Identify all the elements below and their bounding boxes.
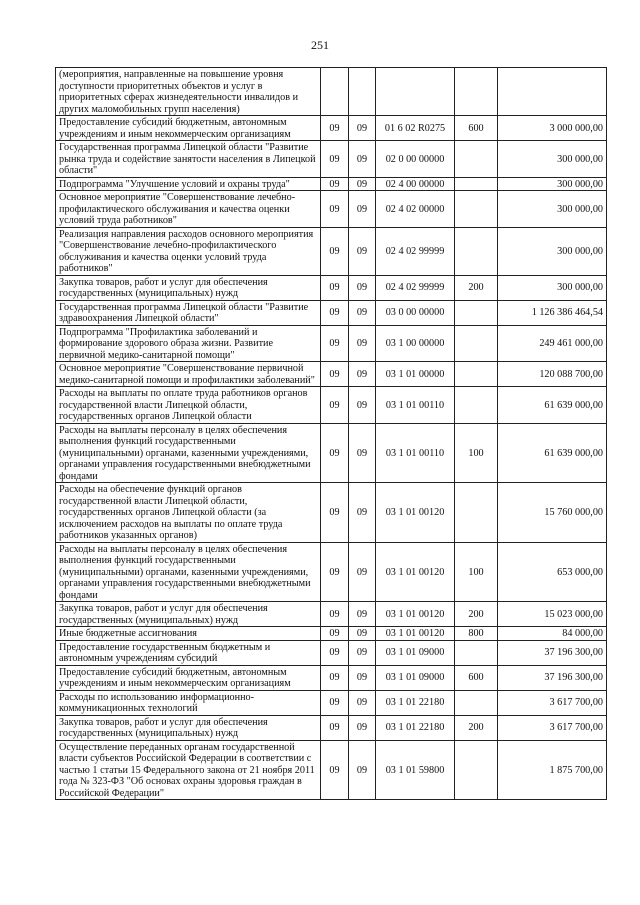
table-row: [56, 740, 607, 800]
row-expense-type-cell: [455, 191, 498, 228]
table-row: [56, 665, 607, 690]
row-amount-cell: 1 126 386 464,54: [498, 300, 607, 325]
row-section-cell: 09: [321, 227, 349, 275]
row-name-cell: Закупка товаров, работ и услуг для обеспечения государственных (муниципальных) нужд: [56, 715, 321, 740]
row-target-article-cell: 02 4 02 99999: [376, 227, 455, 275]
table-row: [56, 191, 607, 228]
row-amount-cell: 15 023 000,00: [498, 602, 607, 627]
row-section-cell: 09: [321, 690, 349, 715]
row-amount-cell: 300 000,00: [498, 141, 607, 178]
row-name-cell: Иные бюджетные ассигнования: [56, 627, 321, 641]
row-expense-type-cell: [455, 740, 498, 800]
row-amount-cell: 3 617 700,00: [498, 690, 607, 715]
row-section-cell: 09: [321, 740, 349, 800]
row-expense-type-cell: 600: [455, 116, 498, 141]
row-name-cell: Государственная программа Липецкой области "Развитие здравоохранения Липецкой области": [56, 300, 321, 325]
row-subsection-cell: 09: [349, 387, 376, 424]
row-name-cell: Расходы на обеспечение функций органов государственной власти Липецкой области, государственных органов Липецкой области (за исключением расходов на выплаты по оплате труда работников указанных органов): [56, 483, 321, 543]
row-subsection-cell: 09: [349, 325, 376, 362]
row-section-cell: 09: [321, 191, 349, 228]
row-amount-cell: 37 196 300,00: [498, 640, 607, 665]
row-expense-type-cell: 200: [455, 602, 498, 627]
row-expense-type-cell: [455, 690, 498, 715]
row-expense-type-cell: [455, 300, 498, 325]
row-amount-cell: 300 000,00: [498, 177, 607, 191]
row-section-cell: 09: [321, 665, 349, 690]
row-subsection-cell: 09: [349, 665, 376, 690]
row-target-article-cell: 03 0 00 00000: [376, 300, 455, 325]
page-number: 251: [311, 38, 329, 52]
row-expense-type-cell: 200: [455, 715, 498, 740]
row-name-cell: Основное мероприятие "Совершенствование лечебно-профилактического обслуживания и качества оценки условий труда работников": [56, 191, 321, 228]
row-name-cell: Государственная программа Липецкой области "Развитие рынка труда и содействие занятости населения в Липецкой области": [56, 141, 321, 178]
row-expense-type-cell: [455, 141, 498, 178]
row-target-article-cell: [376, 68, 455, 116]
row-section-cell: 09: [321, 423, 349, 483]
row-subsection-cell: 09: [349, 177, 376, 191]
row-target-article-cell: 02 0 00 00000: [376, 141, 455, 178]
table-row: [56, 325, 607, 362]
row-name-cell: Закупка товаров, работ и услуг для обеспечения государственных (муниципальных) нужд: [56, 602, 321, 627]
row-subsection-cell: 09: [349, 141, 376, 178]
row-subsection-cell: 09: [349, 116, 376, 141]
row-amount-cell: 61 639 000,00: [498, 423, 607, 483]
row-section-cell: 09: [321, 715, 349, 740]
table-row: [56, 362, 607, 387]
row-subsection-cell: 09: [349, 483, 376, 543]
row-subsection-cell: 09: [349, 740, 376, 800]
row-name-cell: Закупка товаров, работ и услуг для обеспечения государственных (муниципальных) нужд: [56, 275, 321, 300]
row-section-cell: 09: [321, 116, 349, 141]
row-name-cell: Предоставление государственным бюджетным и автономным учреждениям субсидий: [56, 640, 321, 665]
row-section-cell: 09: [321, 483, 349, 543]
table-row: [56, 116, 607, 141]
table-row: [56, 300, 607, 325]
row-amount-cell: 1 875 700,00: [498, 740, 607, 800]
row-expense-type-cell: [455, 68, 498, 116]
row-amount-cell: 61 639 000,00: [498, 387, 607, 424]
table-row: [56, 177, 607, 191]
row-name-cell: Расходы на выплаты персоналу в целях обеспечения выполнения функций государственными (муниципальными) органами, казенными учреждениями, органами управления государственными внебюджетными фондами: [56, 542, 321, 602]
budget-table-body: [56, 68, 607, 800]
row-subsection-cell: 09: [349, 423, 376, 483]
row-expense-type-cell: 800: [455, 627, 498, 641]
row-target-article-cell: 03 1 01 00120: [376, 483, 455, 543]
row-name-cell: Расходы на выплаты по оплате труда работников органов государственной власти Липецкой области, государственных органов Липецкой области: [56, 387, 321, 424]
row-section-cell: [321, 68, 349, 116]
row-expense-type-cell: [455, 325, 498, 362]
row-amount-cell: 37 196 300,00: [498, 665, 607, 690]
row-amount-cell: 120 088 700,00: [498, 362, 607, 387]
row-subsection-cell: 09: [349, 275, 376, 300]
row-subsection-cell: 09: [349, 627, 376, 641]
row-name-cell: (мероприятия, направленные на повышение уровня доступности приоритетных объектов и услуг в приоритетных сферах жизнедеятельности инвалидов и других маломобильных групп населения): [56, 68, 321, 116]
row-target-article-cell: 03 1 01 22180: [376, 715, 455, 740]
table-row: [56, 275, 607, 300]
row-section-cell: 09: [321, 141, 349, 178]
row-target-article-cell: 03 1 01 59800: [376, 740, 455, 800]
row-target-article-cell: 03 1 01 00120: [376, 542, 455, 602]
row-section-cell: 09: [321, 542, 349, 602]
table-row: [56, 715, 607, 740]
table-row: [56, 627, 607, 641]
row-expense-type-cell: [455, 177, 498, 191]
row-subsection-cell: 09: [349, 362, 376, 387]
row-name-cell: Основное мероприятие "Совершенствование первичной медико-санитарной помощи и профилактики заболеваний": [56, 362, 321, 387]
budget-table: [55, 67, 607, 800]
row-expense-type-cell: [455, 640, 498, 665]
row-subsection-cell: 09: [349, 690, 376, 715]
row-subsection-cell: [349, 68, 376, 116]
row-expense-type-cell: [455, 362, 498, 387]
row-expense-type-cell: 100: [455, 423, 498, 483]
row-subsection-cell: 09: [349, 715, 376, 740]
row-target-article-cell: 03 1 01 00110: [376, 387, 455, 424]
row-amount-cell: 300 000,00: [498, 227, 607, 275]
row-section-cell: 09: [321, 325, 349, 362]
row-expense-type-cell: [455, 483, 498, 543]
row-target-article-cell: 03 1 01 09000: [376, 665, 455, 690]
row-target-article-cell: 02 4 02 99999: [376, 275, 455, 300]
row-expense-type-cell: 100: [455, 542, 498, 602]
row-amount-cell: 84 000,00: [498, 627, 607, 641]
row-expense-type-cell: [455, 387, 498, 424]
row-target-article-cell: 03 1 01 00120: [376, 627, 455, 641]
row-expense-type-cell: 600: [455, 665, 498, 690]
table-row: [56, 68, 607, 116]
table-row: [56, 640, 607, 665]
row-expense-type-cell: 200: [455, 275, 498, 300]
row-section-cell: 09: [321, 362, 349, 387]
row-section-cell: 09: [321, 177, 349, 191]
row-amount-cell: [498, 68, 607, 116]
row-section-cell: 09: [321, 300, 349, 325]
row-target-article-cell: 01 6 02 R0275: [376, 116, 455, 141]
row-name-cell: Предоставление субсидий бюджетным, автономным учреждениям и иным некоммерческим организациям: [56, 665, 321, 690]
row-name-cell: Предоставление субсидий бюджетным, автономным учреждениям и иным некоммерческим организациям: [56, 116, 321, 141]
row-amount-cell: 300 000,00: [498, 191, 607, 228]
row-section-cell: 09: [321, 640, 349, 665]
row-amount-cell: 3 617 700,00: [498, 715, 607, 740]
row-subsection-cell: 09: [349, 191, 376, 228]
row-target-article-cell: 02 4 00 00000: [376, 177, 455, 191]
row-amount-cell: 3 000 000,00: [498, 116, 607, 141]
row-subsection-cell: 09: [349, 227, 376, 275]
row-amount-cell: 653 000,00: [498, 542, 607, 602]
row-name-cell: Подпрограмма "Улучшение условий и охраны труда": [56, 177, 321, 191]
row-name-cell: Расходы по использованию информационно-коммуникационных технологий: [56, 690, 321, 715]
table-row: [56, 542, 607, 602]
table-row: [56, 602, 607, 627]
table-row: [56, 387, 607, 424]
row-target-article-cell: 03 1 01 00000: [376, 362, 455, 387]
row-subsection-cell: 09: [349, 602, 376, 627]
table-row: [56, 227, 607, 275]
row-section-cell: 09: [321, 275, 349, 300]
row-amount-cell: 300 000,00: [498, 275, 607, 300]
row-name-cell: Реализация направления расходов основного мероприятия "Совершенствование лечебно-профилактического обслуживания и качества оценки условий труда работников": [56, 227, 321, 275]
row-section-cell: 09: [321, 602, 349, 627]
row-target-article-cell: 03 1 00 00000: [376, 325, 455, 362]
row-subsection-cell: 09: [349, 542, 376, 602]
row-subsection-cell: 09: [349, 640, 376, 665]
table-row: [56, 423, 607, 483]
row-name-cell: Подпрограмма "Профилактика заболеваний и формирование здорового образа жизни. Развитие первичной медико-санитарной помощи": [56, 325, 321, 362]
table-row: [56, 141, 607, 178]
row-expense-type-cell: [455, 227, 498, 275]
row-subsection-cell: 09: [349, 300, 376, 325]
table-row: [56, 483, 607, 543]
row-section-cell: 09: [321, 627, 349, 641]
row-amount-cell: 249 461 000,00: [498, 325, 607, 362]
row-target-article-cell: 03 1 01 00120: [376, 602, 455, 627]
row-name-cell: Осуществление переданных органам государственной власти субъектов Российской Федерации в соответствии с частью 1 статьи 15 Федерального закона от 21 ноября 2011 года № 323-ФЗ "Об основах охраны здоровья граждан в Российской Федерации": [56, 740, 321, 800]
row-target-article-cell: 03 1 01 09000: [376, 640, 455, 665]
row-target-article-cell: 02 4 02 00000: [376, 191, 455, 228]
row-name-cell: Расходы на выплаты персоналу в целях обеспечения выполнения функций государственными (муниципальными) органами, казенными учреждениями, органами управления государственными внебюджетными фондами: [56, 423, 321, 483]
row-target-article-cell: 03 1 01 00110: [376, 423, 455, 483]
row-section-cell: 09: [321, 387, 349, 424]
row-target-article-cell: 03 1 01 22180: [376, 690, 455, 715]
row-amount-cell: 15 760 000,00: [498, 483, 607, 543]
table-row: [56, 690, 607, 715]
